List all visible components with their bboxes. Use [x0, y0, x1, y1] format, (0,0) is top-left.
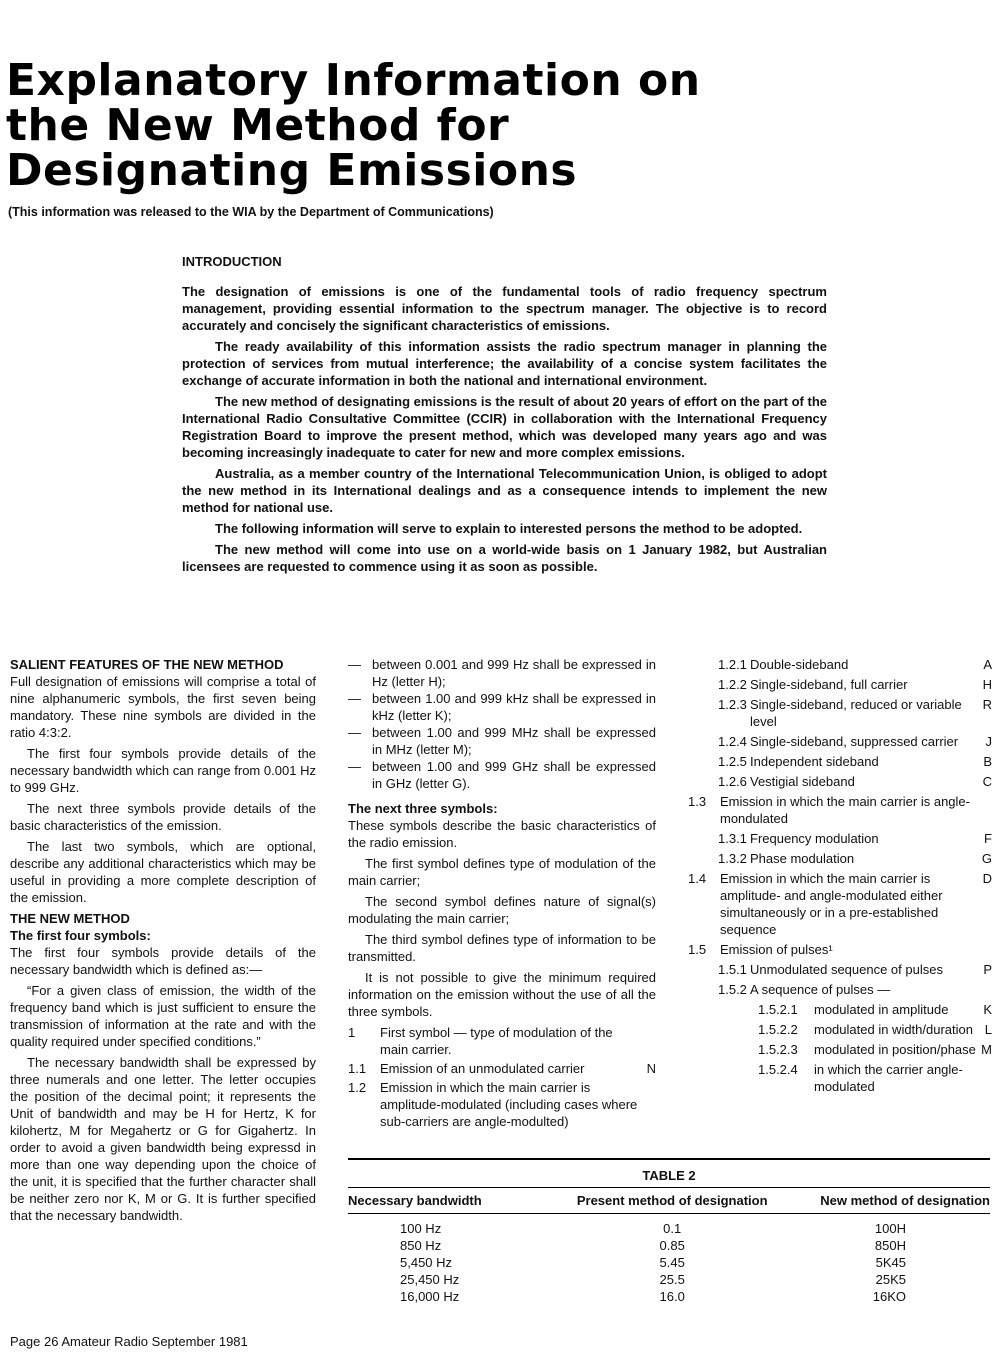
item-text: Frequency modulation — [750, 831, 879, 846]
item-text: First symbol — type of modulation of the main carrier. — [380, 1025, 613, 1057]
modulation-list — [348, 1024, 656, 1130]
item-code: K — [983, 1002, 992, 1017]
table-cell: 5.45 — [659, 1255, 685, 1270]
item-number: 1.5.2.4 — [758, 1062, 798, 1077]
table-cell: 5K45 — [875, 1255, 906, 1270]
headline-line-2: the New Method for — [6, 100, 510, 151]
list-item — [688, 676, 992, 693]
item-number: 1.5 — [688, 942, 707, 957]
item-text: Independent sideband — [750, 754, 879, 769]
body-paragraph: Full designation of emissions will comprise a total of nine alphanumeric symbols, the first seven being mandatory. These nine symbols are divided in the ratio 4:3:2. — [10, 674, 316, 740]
intro-paragraph: The new method will come into use on a world-wide basis on 1 January 1982, but Australian licensees are requested to commence using it as soon as possible. — [182, 542, 827, 574]
item-code: H — [982, 677, 992, 692]
item-number: 1.3.2 — [718, 851, 747, 866]
item-code: R — [982, 697, 992, 712]
item-code — [978, 981, 992, 998]
item-number: 1.2.2 — [718, 677, 747, 692]
list-item — [688, 1021, 992, 1038]
salient-features-heading: SALIENT FEATURES OF THE NEW METHOD — [10, 657, 284, 672]
table-cell: 16,000 Hz — [400, 1289, 460, 1304]
item-text: modulated in amplitude — [814, 1002, 949, 1017]
headline-line-3: Designating Emissions — [6, 145, 578, 196]
table-row — [348, 1271, 990, 1288]
item-number: 1.2.6 — [718, 774, 747, 789]
modulation-code-list — [688, 656, 992, 1095]
introduction-heading: INTRODUCTION — [182, 254, 282, 269]
item-code: F — [984, 831, 992, 846]
bandwidth-rule-text: between 0.001 and 999 Hz shall be expressed in Hz (letter H); — [372, 657, 656, 689]
table-row — [348, 1288, 990, 1305]
item-code — [978, 793, 992, 827]
item-number: 1.5.2.3 — [758, 1042, 798, 1057]
intro-paragraph: The following information will serve to explain to interested persons the method to be adopted. — [215, 521, 803, 536]
table-cell: 0.1 — [663, 1221, 682, 1236]
list-item — [688, 941, 992, 958]
table-cell: 16KO — [872, 1289, 906, 1304]
bandwidth-rule — [348, 758, 656, 792]
list-item — [688, 733, 992, 750]
article-headline — [6, 55, 996, 196]
dash-mark: — — [348, 691, 361, 706]
bandwidth-rule-text: between 1.00 and 999 GHz shall be expressed in GHz (letter G). — [372, 759, 656, 791]
list-item — [688, 773, 992, 790]
bandwidth-rule — [348, 656, 656, 690]
item-number: 1.1 — [348, 1061, 367, 1076]
item-number: 1.5.1 — [718, 962, 747, 977]
item-number: 1 — [348, 1025, 356, 1040]
bandwidth-rule — [348, 724, 656, 758]
item-text: Emission in which the main carrier is angle-mondulated — [720, 794, 970, 826]
list-item — [688, 870, 992, 938]
item-number: 1.5.2 — [718, 982, 747, 997]
item-text: Emission in which the main carrier is amplitude- and angle-modulated either simultaneously or in a pre-established sequence — [720, 871, 943, 937]
dash-mark: — — [348, 725, 361, 740]
item-number: 1.2.3 — [718, 697, 747, 712]
table-cell: 25.5 — [659, 1272, 685, 1287]
page-footer: Page 26 Amateur Radio September 1981 — [10, 1334, 248, 1349]
item-text: Single-sideband, full carrier — [750, 677, 908, 692]
item-code — [978, 1061, 992, 1095]
list-item — [688, 793, 992, 827]
item-number: 1.5.2.2 — [758, 1022, 798, 1037]
list-item — [688, 753, 992, 770]
body-paragraph: The second symbol defines nature of signal(s) modulating the main carrier; — [348, 894, 656, 926]
item-text: Emission of an unmodulated carrier — [380, 1061, 585, 1076]
intro-paragraph: The designation of emissions is one of the fundamental tools of radio frequency spectrum management, providing essential information to the spectrum manager. The objective is to record accurately and concisely the significant characteristics of emissions. — [182, 284, 827, 333]
item-number: 1.2.1 — [718, 657, 747, 672]
list-item — [688, 1001, 992, 1018]
item-text: Emission in which the main carrier is amplitude-modulated (including cases where sub-carriers are angle-modulted) — [380, 1080, 638, 1129]
body-paragraph: “For a given class of emission, the width of the frequency band which is just sufficient to ensure the transmission of information at the rate and with the quality required under specified conditions.” — [10, 983, 316, 1049]
item-text: Single-sideband, reduced or variable level — [750, 697, 962, 729]
list-item — [688, 1041, 992, 1058]
first-four-symbols-heading: The first four symbols: — [10, 928, 151, 943]
list-item — [688, 830, 992, 847]
table-row — [348, 1254, 990, 1271]
item-code: G — [981, 851, 992, 866]
item-number: 1.5.2.1 — [758, 1002, 798, 1017]
item-code: N — [646, 1061, 656, 1076]
list-item — [688, 850, 992, 867]
table-2 — [348, 1160, 990, 1305]
item-text: Unmodulated sequence of pulses — [750, 962, 943, 977]
bandwidth-rule-text: between 1.00 and 999 kHz shall be expressed in kHz (letter K); — [372, 691, 656, 723]
item-number: 1.2.4 — [718, 734, 747, 749]
item-text: modulated in width/duration — [814, 1022, 973, 1037]
byline: (This information was released to the WIA by the Department of Communications) — [8, 205, 494, 219]
table-header-row — [348, 1188, 990, 1214]
table-cell: 25K5 — [875, 1272, 906, 1287]
table-row — [348, 1237, 990, 1254]
item-code: C — [982, 774, 992, 789]
designation-table — [348, 1187, 990, 1305]
column-3 — [688, 656, 992, 1098]
intro-paragraph: Australia, as a member country of the International Telecommunication Union, is obliged to adopt the new method in its International dealings and as a consequence intends to implement the new method for national use. — [182, 466, 827, 515]
bandwidth-rule — [348, 690, 656, 724]
item-code: A — [983, 657, 992, 672]
column-header: Present method of designation — [566, 1188, 778, 1214]
list-item — [688, 696, 992, 730]
item-text: modulated in position/phase — [814, 1042, 976, 1057]
table-body — [348, 1214, 990, 1306]
item-code — [642, 1079, 656, 1130]
introduction-section — [182, 253, 827, 579]
table-cell: 850 Hz — [400, 1238, 442, 1253]
item-code: L — [984, 1022, 992, 1037]
item-code: M — [981, 1042, 992, 1057]
column-1 — [10, 656, 316, 1228]
item-code: P — [983, 962, 992, 977]
item-code: D — [982, 871, 992, 886]
body-paragraph: The last two symbols, which are optional, describe any additional characteristics which may be useful in providing a more complete description of the emission. — [10, 839, 316, 905]
dash-mark: — — [348, 759, 361, 774]
table-title: TABLE 2 — [642, 1168, 696, 1183]
headline-line-1: Explanatory Information on — [6, 55, 701, 106]
list-item — [348, 1060, 656, 1077]
item-text: A sequence of pulses — — [750, 982, 891, 997]
list-item — [688, 961, 992, 978]
item-text: Emission of pulses¹ — [720, 942, 833, 957]
item-text: Double-sideband — [750, 657, 849, 672]
body-paragraph: The first four symbols provide details of the necessary bandwidth which can range from 0.001 Hz to 999 GHz. — [10, 746, 316, 795]
table-cell: 5,450 Hz — [400, 1255, 453, 1270]
column-2 — [348, 656, 656, 1132]
body-paragraph: These symbols describe the basic characteristics of the radio emission. — [348, 818, 656, 850]
item-text: Vestigial sideband — [750, 774, 855, 789]
item-code — [978, 941, 992, 958]
body-paragraph: The necessary bandwidth shall be expressed by three numerals and one letter. The letter occupies the position of the decimal point; it represents the Unit of bandwidth and may be H for Hertz, K for kilohertz, M for Megahertz or G for Gigahertz. In order to avoid a given bandwidth being expressd in more than one way depending upon the choice of the unit, it is specified that the further character shall be neither zero nor K, M or G. It is further specified that the necessary bandwidth. — [10, 1055, 316, 1223]
intro-paragraph: The ready availability of this information assists the radio spectrum manager in planning the protection of services from mutual interference; the availability of a concise system facilitates the exchange of accurate information in both the national and international environment. — [182, 339, 827, 388]
next-three-symbols-heading: The next three symbols: — [348, 801, 498, 816]
table-cell: 16.0 — [659, 1289, 685, 1304]
list-item — [348, 1024, 656, 1058]
body-paragraph: It is not possible to give the minimum required information on the emission without the use of all the three symbols. — [348, 970, 656, 1019]
item-code: J — [985, 734, 992, 749]
item-text: in which the carrier angle-modulated — [814, 1062, 963, 1094]
bandwidth-rule-text: between 1.00 and 999 MHz shall be expressed in MHz (letter M); — [372, 725, 656, 757]
table-row — [348, 1214, 990, 1238]
intro-paragraph: The new method of designating emissions is the result of about 20 years of effort on the part of the International Radio Consultative Committee (CCIR) in collaboration with the International Frequency Registration Board to improve the present method, which was developed many years ago and was becoming increasingly inadequate to cater for new and more complex emissions. — [182, 394, 827, 460]
column-header: Necessary bandwidth — [348, 1188, 566, 1214]
item-number: 1.3 — [688, 794, 707, 809]
item-code — [642, 1024, 656, 1058]
body-paragraph: The next three symbols provide details of the basic characteristics of the emission. — [10, 801, 316, 833]
item-code: B — [983, 754, 992, 769]
list-item — [688, 656, 992, 673]
table-cell: 25,450 Hz — [400, 1272, 460, 1287]
new-method-heading: THE NEW METHOD — [10, 911, 130, 926]
list-item — [688, 1061, 992, 1095]
item-text: Single-sideband, suppressed carrier — [750, 734, 959, 749]
body-paragraph: The third symbol defines type of information to be transmitted. — [348, 932, 656, 964]
item-number: 1.4 — [688, 871, 707, 886]
item-text: Phase modulation — [750, 851, 855, 866]
list-item — [688, 981, 992, 998]
table-cell: 100 Hz — [400, 1221, 442, 1236]
column-header: New method of designation — [778, 1188, 990, 1214]
item-number: 1.3.1 — [718, 831, 747, 846]
body-paragraph: The first four symbols provide details of the necessary bandwidth which is defined as:— — [10, 945, 316, 977]
table-cell: 850H — [874, 1238, 906, 1253]
body-paragraph: The first symbol defines type of modulation of the main carrier; — [348, 856, 656, 888]
dash-mark: — — [348, 657, 361, 672]
item-number: 1.2.5 — [718, 754, 747, 769]
table-cell: 0.85 — [659, 1238, 685, 1253]
item-number: 1.2 — [348, 1080, 367, 1095]
list-item — [348, 1079, 656, 1130]
table-cell: 100H — [874, 1221, 906, 1236]
